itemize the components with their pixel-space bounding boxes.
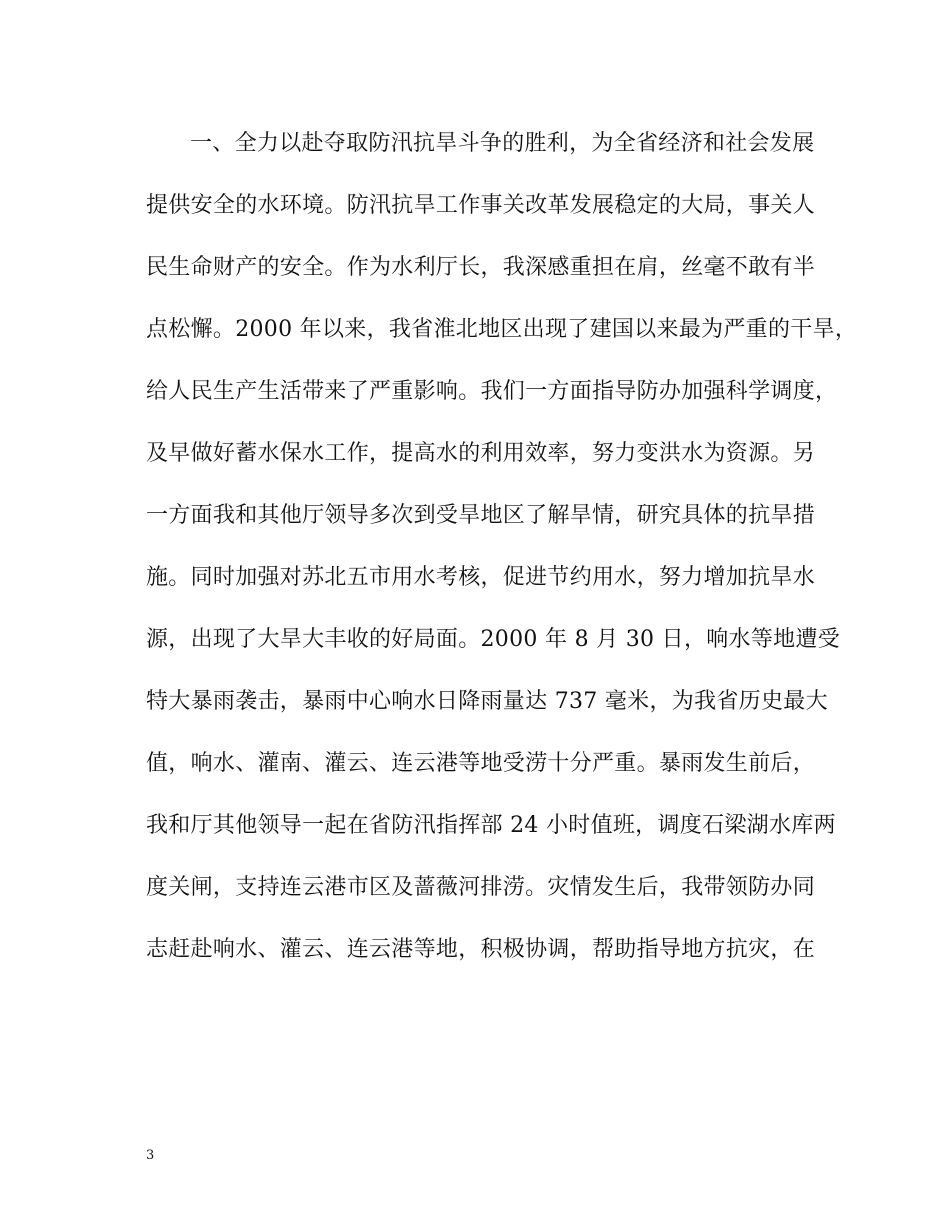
text-line: 我和厅其他领导一起在省防汛指挥部 24 小时值班，调度石梁湖水库两 — [146, 813, 836, 838]
text-line: 点松懈。2000 年以来，我省淮北地区出现了建国以来最为严重的干旱， — [146, 317, 858, 342]
text-line: 特大暴雨袭击，暴雨中心响水日降雨量达 737 毫米，为我省历史最大 — [146, 689, 828, 714]
text-line: 一、全力以赴夺取防汛抗旱斗争的胜利，为全省经济和社会发展 — [190, 131, 815, 156]
text-line: 及早做好蓄水保水工作，提高水的利用效率，努力变洪水为资源。另 — [146, 441, 816, 466]
text-line: 民生命财产的安全。作为水利厅长，我深感重担在肩，丝毫不敢有半 — [146, 255, 816, 280]
text-line: 源，出现了大旱大丰收的好局面。2000 年 8 月 30 日，响水等地遭受 — [146, 627, 841, 652]
text-line: 施。同时加强对苏北五市用水考核，促进节约用水，努力增加抗旱水 — [146, 565, 816, 590]
text-line: 提供安全的水环境。防汛抗旱工作事关改革发展稳定的大局，事关人 — [146, 193, 816, 218]
text-line: 一方面我和其他厅领导多次到受旱地区了解旱情，研究具体的抗旱措 — [146, 503, 816, 528]
text-line: 志赶赴响水、灌云、连云港等地，积极协调，帮助指导地方抗灾，在 — [146, 937, 816, 962]
text-line: 值，响水、灌南、灌云、连云港等地受涝十分严重。暴雨发生前后， — [146, 751, 816, 776]
page-number: 3 — [146, 1148, 155, 1163]
text-line: 给人民生产生活带来了严重影响。我们一方面指导防办加强科学调度， — [146, 379, 838, 404]
text-line: 度关闸，支持连云港市区及蔷薇河排涝。灾情发生后，我带领防办同 — [146, 875, 816, 900]
body-paragraph — [146, 122, 858, 990]
